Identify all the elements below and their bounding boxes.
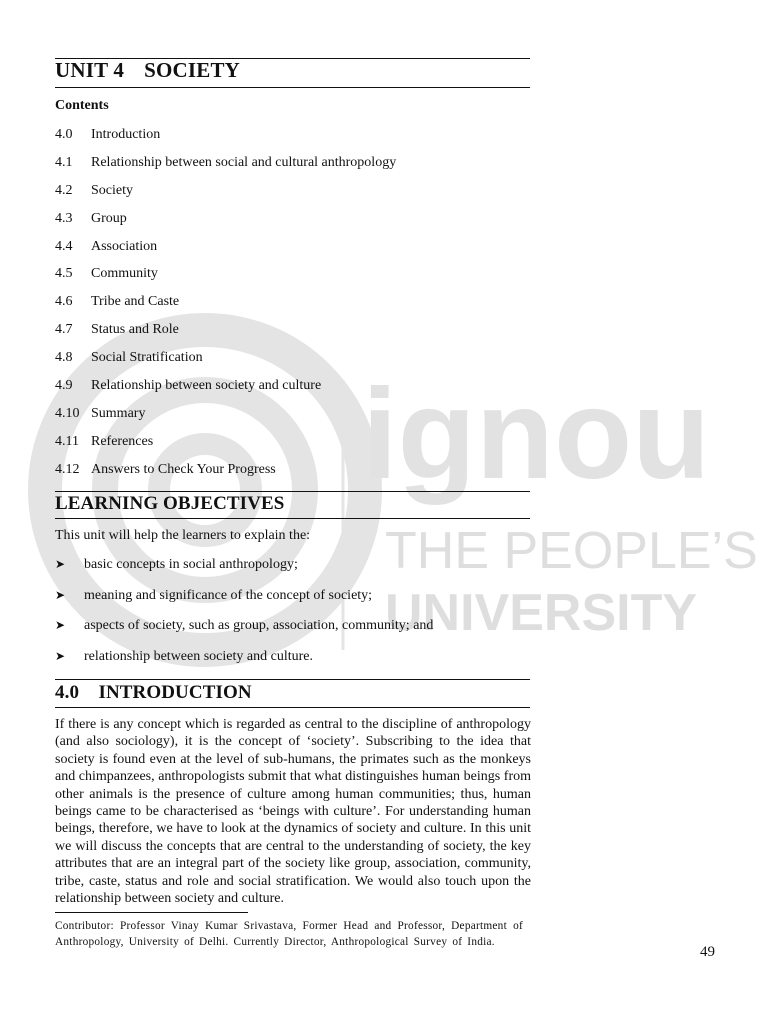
objectives-top-rule (55, 491, 530, 492)
table-of-contents (55, 126, 396, 489)
unit-number: UNIT 4 (55, 58, 125, 82)
watermark-brand: ignou (362, 363, 711, 506)
toc-item: 4.8 Social Stratification (55, 350, 203, 366)
toc-item: 4.1 Relationship between social and cultural anthropology (55, 154, 397, 170)
toc-item: 4.2 Society (55, 182, 133, 198)
toc-item: 4.10 Summary (55, 405, 146, 421)
list-item: ➤ relationship between society and culture. (55, 648, 313, 664)
footnote-rule (55, 912, 248, 913)
arrow-bullet-icon: ➤ (55, 557, 66, 571)
toc-item: 4.6 Tribe and Caste (55, 294, 180, 310)
contents-label: Contents (55, 98, 109, 113)
list-item: ➤ basic concepts in social anthropology; (55, 557, 298, 572)
objectives-list (55, 557, 433, 679)
introduction-top-rule (55, 679, 530, 680)
introduction-paragraph: If there is any concept which is regarded as central to the discipline of anthropology (and also sociology), it is the concept of ‘society’. Subscribing to the idea that society is found even at the level of sub-humans, the primates such as the monkeys and chimpanzees, anthropologists submit that what distinguishes human beings from other animals is the presence of culture among human communities; thus, human beings came to be characterised as ‘beings with culture’. For understanding human beings, therefore, we have to look at the dynamics of society and culture. In this unit we will discuss the concepts that are central to the understanding of society, the key attributes that are an integral part of the society like group, association, community, tribe, caste, status and role and social stratification. We would also touch upon the relationship between society and culture. (55, 717, 531, 907)
introduction-bottom-rule (55, 707, 530, 708)
toc-item: 4.9 Relationship between society and culture (55, 378, 322, 394)
toc-item: 4.7 Status and Role (55, 322, 179, 338)
objectives-lead: This unit will help the learners to explain the: (55, 528, 311, 543)
unit-heading (55, 58, 240, 83)
watermark-tagline-2: UNIVERSITY (385, 584, 698, 642)
toc-item: 4.4 Association (55, 238, 158, 254)
unit-title: SOCIETY (144, 58, 241, 82)
arrow-bullet-icon: ➤ (55, 648, 66, 663)
toc-item: 4.0 Introduction (55, 127, 161, 142)
arrow-bullet-icon: ➤ (55, 587, 66, 602)
toc-item: 4.11 References (55, 433, 154, 449)
objectives-heading: LEARNING OBJECTIVES (55, 493, 285, 514)
list-item: ➤ aspects of society, such as group, association, community; and (55, 618, 434, 633)
watermark-tagline-1: THE PEOPLE’S (385, 522, 758, 580)
toc-item: 4.12 Answers to Check Your Progress (55, 461, 276, 477)
arrow-bullet-icon: ➤ (55, 618, 66, 632)
toc-item: 4.3 Group (55, 210, 127, 226)
contributor-note: Contributor: Professor Vinay Kumar Srivastava, Former Head and Professor, Department of Anthropology, University of Delhi. Currently Director, Anthropological Survey of India. (55, 920, 523, 948)
toc-item: 4.5 Community (55, 266, 158, 282)
introduction-heading: 4.0 INTRODUCTION (55, 682, 252, 703)
page-number: 49 (700, 944, 715, 960)
unit-heading-rule (55, 87, 530, 88)
list-item: ➤ meaning and significance of the concept of society; (55, 587, 373, 603)
objectives-bottom-rule (55, 518, 530, 519)
